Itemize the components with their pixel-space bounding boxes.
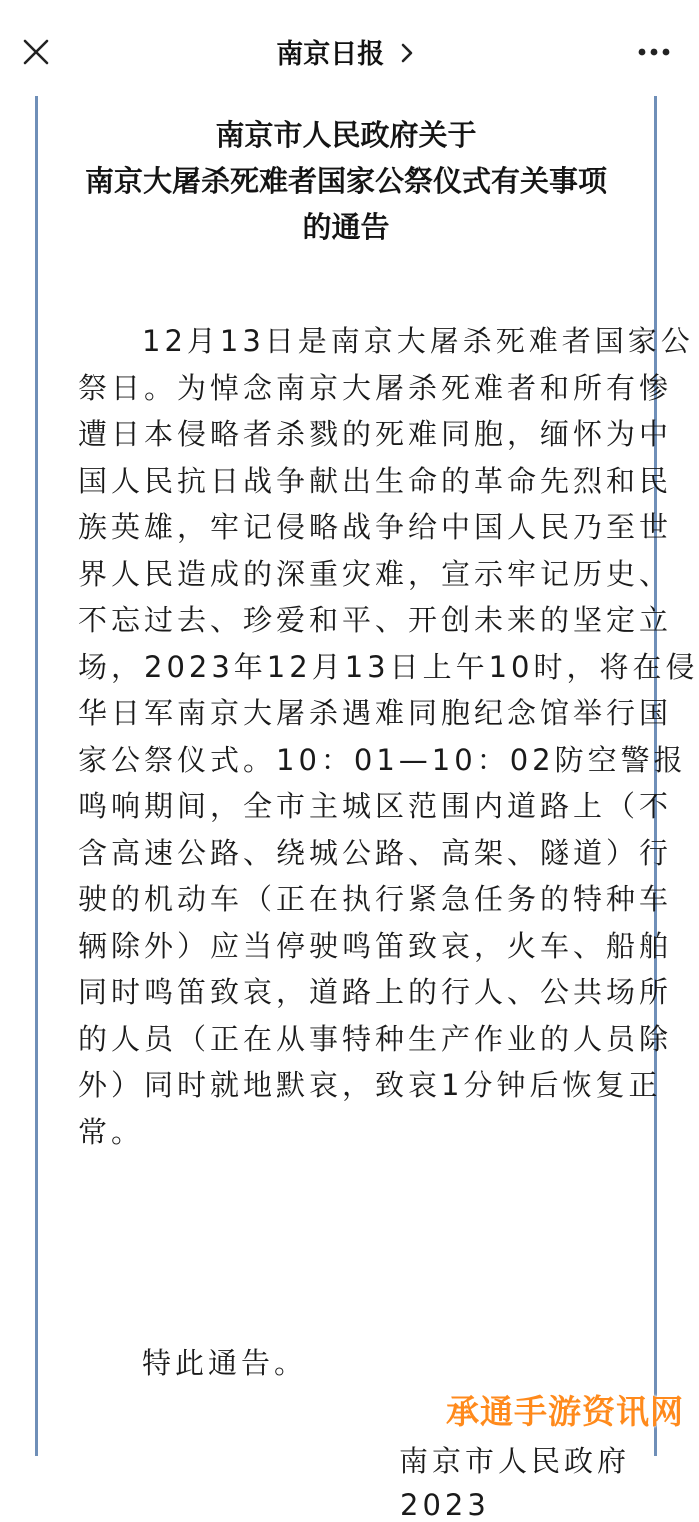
body-line: 华日军南京大屠杀遇难同胞纪念馆举行国 (78, 696, 673, 730)
body-line: 含高速公路、绕城公路、高架、隧道）行 (78, 835, 673, 870)
body-line: 场，2023年12月13日上午10时，将在侵 (78, 649, 699, 684)
site-watermark: 承通手游资讯网 (446, 1392, 684, 1431)
body-line: 界人民造成的深重灾难，宣示牢记历史、 (78, 556, 673, 591)
signature-date: 2023 (400, 1488, 490, 1522)
more-dots-icon (637, 47, 671, 57)
body-line: 鸣响期间，全市主城区范围内道路上（不 (78, 789, 673, 823)
chevron-right-icon (400, 40, 414, 71)
body-line: 常。 (78, 1114, 145, 1149)
body-line: 外）同时就地默哀，致哀1分钟后恢复正 (78, 1068, 662, 1102)
signature-organization: 南京市人民政府 (398, 1444, 630, 1478)
body-line: 祭日。为悼念南京大屠杀死难者和所有惨 (78, 370, 673, 405)
body-line: 遭日本侵略者杀戮的死难同胞，缅怀为中 (78, 417, 673, 451)
title-line: 的通告 (302, 210, 390, 244)
body-line: 驶的机动车（正在执行紧急任务的特种车 (78, 882, 673, 916)
body-line: 国人民抗日战争献出生命的革命先烈和民 (78, 463, 673, 498)
account-name: 南京日报 (276, 39, 385, 70)
body-line: 12月13日是南京大屠杀死难者国家公 (142, 324, 694, 358)
document-image (35, 96, 699, 1522)
body-line: 辆除外）应当停驶鸣笛致哀，火车、船舶 (78, 928, 673, 963)
document-title (38, 112, 654, 250)
body-line: 同时鸣笛致哀，道路上的行人、公共场所 (78, 975, 673, 1009)
body-line: 的人员（正在从事特种生产作业的人员除 (78, 1021, 673, 1056)
account-name-link[interactable] (0, 32, 690, 71)
closing-text: 特此通告。 (142, 1346, 308, 1380)
body-line: 族英雄，牢记侵略战争给中国人民乃至世 (78, 510, 673, 544)
title-line: 南京市人民政府关于 (215, 118, 477, 152)
more-button[interactable] (632, 30, 676, 74)
document-body (78, 318, 699, 1155)
top-nav-bar (0, 0, 690, 100)
body-line: 家公祭仪式。10：01—10：02防空警报 (78, 742, 687, 777)
body-line: 不忘过去、珍爱和平、开创未来的坚定立 (78, 603, 673, 637)
title-line: 南京大屠杀死难者国家公祭仪式有关事项 (84, 164, 607, 198)
